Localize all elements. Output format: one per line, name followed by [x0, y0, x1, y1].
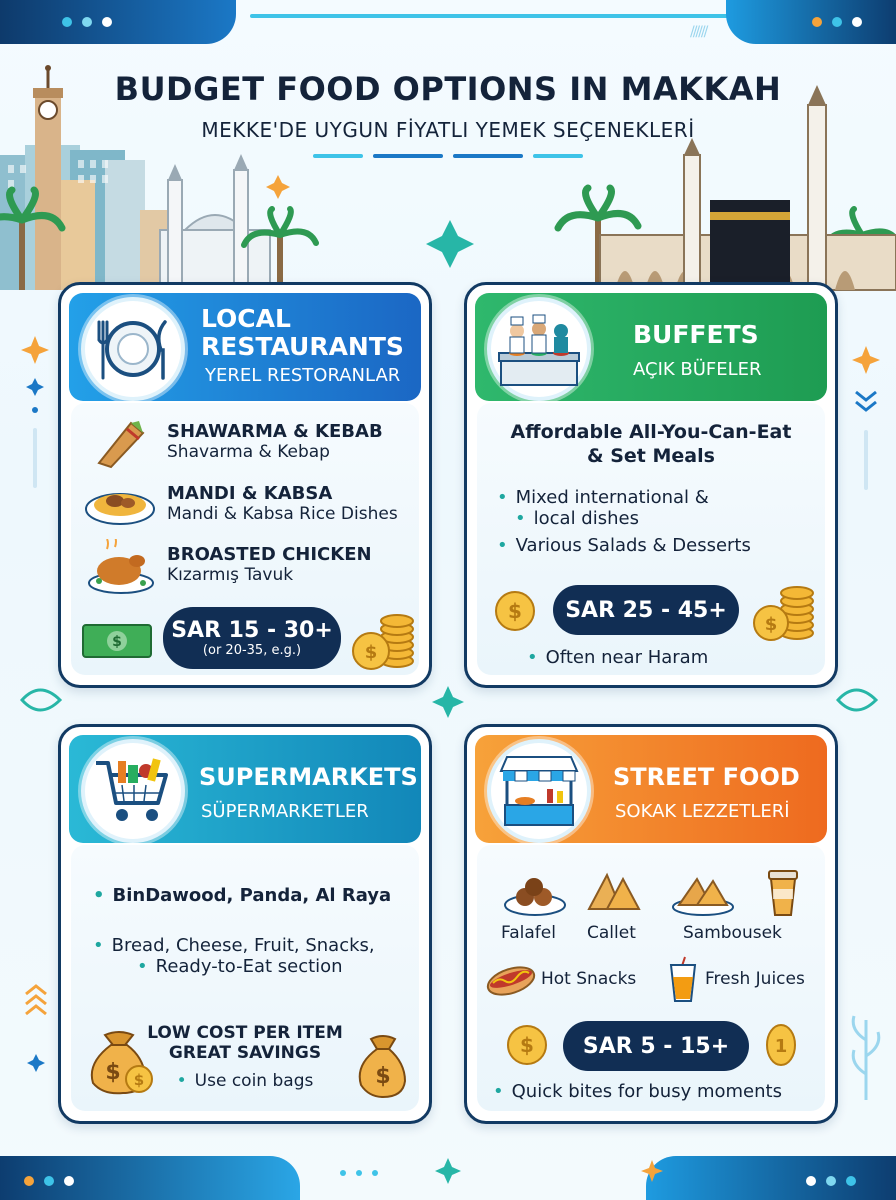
buffet-chefs-icon — [487, 297, 591, 401]
local-restaurants-price — [163, 607, 341, 669]
food-stall-icon — [487, 739, 591, 843]
top-bar-left — [0, 0, 236, 44]
money-bag-icon — [353, 1029, 413, 1103]
chicken-row — [167, 544, 372, 585]
local-restaurants-price-value: SAR 15 - 30+ — [171, 618, 333, 643]
supermarkets-header — [69, 735, 421, 843]
right-side-sparkles — [848, 340, 884, 500]
right-plant-deco — [846, 1000, 886, 1110]
coin-icon — [493, 589, 537, 637]
bottom-bar-right — [646, 1156, 896, 1200]
local-restaurants-subtitle: YEREL RESTORANLAR — [205, 365, 401, 386]
sparkle-stars — [266, 175, 290, 199]
svg-text:$: $ — [105, 1060, 121, 1085]
street-food-note: • Quick bites for busy moments — [493, 1081, 782, 1102]
supermarkets-subtitle: SÜPERMARKETLER — [201, 801, 369, 822]
roast-chicken-icon — [87, 539, 155, 599]
svg-text:$: $ — [364, 642, 378, 663]
bottom-center-dots — [340, 1170, 378, 1176]
left-mosque — [160, 154, 270, 290]
bottom-sparkle-icon — [432, 1158, 464, 1186]
mandi-row — [167, 483, 398, 524]
samosa-icon — [583, 869, 643, 921]
juice-cup-icon — [763, 867, 803, 923]
buffets-bullet-1-line2: local dishes — [533, 508, 639, 529]
buffets-bullet-list — [497, 487, 751, 556]
juice-icon — [667, 955, 699, 1007]
street-food-card — [464, 724, 838, 1124]
buffets-price: SAR 25 - 45+ — [553, 585, 739, 635]
bottom-star-icon — [640, 1160, 664, 1184]
supermarkets-stores: • BinDawood, Panda, Al Raya — [93, 885, 391, 906]
coin-stack-icon — [349, 607, 417, 677]
header — [0, 70, 896, 158]
buffets-bullet-1: • Mixed international & — [497, 487, 751, 508]
supermarkets-cost — [147, 1023, 343, 1091]
coin-icon — [759, 1021, 803, 1073]
buffets-note: • Often near Haram — [527, 647, 708, 668]
center-sparkle-icon — [426, 220, 474, 268]
top-right-dots — [812, 17, 862, 27]
chicken-sub: Kızarmış Tavuk — [167, 565, 294, 585]
supermarkets-cost-note: • Use coin bags — [147, 1071, 343, 1091]
shopping-cart-icon — [81, 739, 185, 843]
local-restaurants-title-line2: RESTAURANTS — [201, 332, 404, 361]
street-food-price: SAR 5 - 15+ — [563, 1021, 749, 1071]
buffets-heading-line1: Affordable All-You-Can-Eat — [510, 421, 792, 443]
falafel-label: Falafel — [501, 923, 556, 943]
svg-text:$: $ — [508, 599, 522, 623]
supermarkets-items — [93, 935, 375, 977]
buffets-heading-line2: & Set Meals — [587, 445, 715, 467]
shawarma-sub: Shavarma & Kebap — [167, 442, 330, 462]
hotdog-icon — [485, 959, 537, 1003]
supermarkets-items-line1: • Bread, Cheese, Fruit, Snacks, — [93, 935, 375, 956]
bottom-left-dots — [24, 1176, 74, 1186]
street-food-subtitle: SOKAK LEZZETLERİ — [615, 801, 790, 822]
svg-text:$: $ — [112, 634, 122, 650]
sambousek-label: Sambousek — [683, 923, 782, 943]
coin-stack-icon — [751, 579, 819, 649]
supermarkets-items-line2-wrap — [93, 956, 375, 977]
right-leaf-ornament — [836, 680, 880, 720]
supermarkets-title: SUPERMARKETS — [199, 763, 418, 791]
bottom-right-dots — [806, 1176, 856, 1186]
left-leaf-ornament — [20, 680, 64, 720]
svg-text:$: $ — [764, 614, 778, 635]
top-bar-right — [726, 0, 896, 44]
top-bar-line — [250, 14, 730, 18]
fresh-juices-label: Fresh Juices — [705, 969, 805, 989]
svg-text:$: $ — [375, 1064, 391, 1089]
top-left-dots — [62, 17, 112, 27]
chevron-deco-icon: ////// — [690, 24, 707, 40]
local-restaurants-title-line1: LOCAL — [201, 304, 291, 333]
left-chevrons-deco — [22, 980, 50, 1090]
local-restaurants-card — [58, 282, 432, 688]
buffets-subtitle: AÇIK BÜFELER — [633, 359, 762, 380]
shawarma-label: SHAWARMA & KEBAB — [167, 421, 383, 442]
local-restaurants-header — [69, 293, 421, 401]
buffets-title: BUFFETS — [633, 320, 759, 349]
top-frame-bar — [0, 0, 896, 44]
sambousek-icon — [671, 871, 735, 921]
chicken-label: BROASTED CHICKEN — [167, 544, 372, 565]
buffets-bullet-2: • Various Salads & Desserts — [497, 535, 751, 556]
bottom-frame-bar — [0, 1156, 896, 1200]
left-side-sparkles — [20, 330, 50, 490]
supermarkets-cost-line1: LOW COST PER ITEM — [147, 1023, 343, 1043]
title-divider — [0, 154, 896, 158]
supermarkets-card — [58, 724, 432, 1124]
supermarkets-cost-line2: GREAT SAVINGS — [168, 1043, 322, 1063]
svg-text:$: $ — [133, 1071, 145, 1089]
callet-label: Callet — [587, 923, 636, 943]
svg-text:$: $ — [520, 1033, 534, 1057]
street-food-header — [475, 735, 827, 843]
center-sparkle-icon — [432, 686, 464, 718]
shawarma-row — [167, 421, 383, 462]
coin-icon — [505, 1023, 549, 1071]
rice-dish-icon — [83, 481, 157, 531]
buffets-header — [475, 293, 827, 401]
falafel-icon — [503, 873, 567, 921]
supermarkets-items-line2: Ready-to-Eat section — [155, 956, 343, 977]
page-subtitle: MEKKE'DE UYGUN FİYATLI YEMEK SEÇENEKLERİ — [201, 118, 695, 142]
buffets-heading — [467, 421, 835, 467]
local-restaurants-price-note: (or 20-35, e.g.) — [202, 643, 302, 658]
street-food-title: STREET FOOD — [613, 763, 800, 791]
mandi-sub: Mandi & Kabsa Rice Dishes — [167, 504, 398, 524]
buffets-card — [464, 282, 838, 688]
hot-snacks-label: Hot Snacks — [541, 969, 637, 989]
mandi-label: MANDI & KABSA — [167, 483, 333, 504]
buffets-bullet-1-cont — [497, 508, 751, 529]
page-title: BUDGET FOOD OPTIONS IN MAKKAH — [114, 70, 782, 108]
shawarma-icon — [91, 417, 151, 473]
svg-text:1: 1 — [774, 1036, 788, 1057]
plate-cutlery-icon — [81, 297, 185, 401]
banknote-icon — [81, 621, 153, 665]
